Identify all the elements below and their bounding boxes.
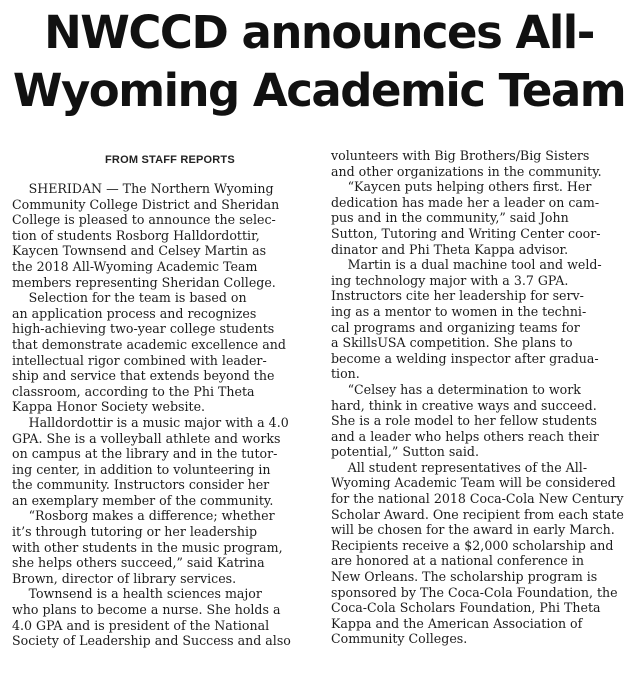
text-line: Society of Leadership and Success and also	[12, 633, 291, 649]
text-line: Kappa Honor Society website.	[12, 399, 206, 415]
text-line: ing center, in addition to volunteering in	[12, 461, 271, 477]
text-line: Brown, director of library services.	[12, 570, 237, 586]
text-line: College is pleased to announce the selec-	[12, 212, 276, 228]
text-line: Wyoming Academic Team will be considered	[331, 475, 616, 491]
text-line: Sutton, Tutoring and Writing Center coor-	[331, 225, 601, 241]
headline	[0, 4, 638, 120]
text-line: Townsend is a health sciences major	[12, 586, 262, 602]
text-line: Martin is a dual machine tool and weld-	[331, 257, 602, 273]
text-line: potential,” Sutton said.	[331, 444, 479, 460]
text-line: a SkillsUSA competition. She plans to	[331, 335, 573, 351]
text-line: Community College District and Sheridan	[12, 196, 280, 212]
text-line: GPA. She is a volleyball athlete and works	[12, 430, 281, 446]
text-line: who plans to become a nurse. She holds a	[12, 602, 281, 618]
text-line: Selection for the team is based on	[12, 290, 247, 306]
text-line: Halldordottir is a music major with a 4.0	[12, 414, 289, 430]
text-line: cal programs and organizing teams for	[331, 319, 580, 335]
text-line: it’s through tutoring or her leadership	[12, 524, 258, 540]
text-line: and a leader who helps others reach their	[331, 428, 599, 444]
text-line: the community. Instructors consider her	[12, 477, 270, 493]
text-line: Instructors cite her leadership for serv-	[331, 288, 584, 304]
text-line: with other students in the music program,	[12, 539, 283, 555]
text-line: intellectual rigor combined with leader-	[12, 352, 267, 368]
text-line: dedication has made her a leader on cam-	[331, 194, 600, 210]
headline-line-1: NWCCD announces All-	[44, 6, 594, 59]
text-line: classroom, according to the Phi Theta	[12, 383, 255, 399]
text-line: SHERIDAN — The Northern Wyoming	[12, 181, 274, 196]
text-line: for the national 2018 Coca-Cola New Century	[331, 491, 624, 507]
text-line: “Kaycen puts helping others first. Her	[331, 179, 592, 195]
text-line: “Celsey has a determination to work	[331, 381, 581, 397]
text-line: She is a role model to her fellow students	[331, 413, 597, 429]
text-line: will be chosen for the award in early March.	[331, 522, 615, 538]
text-line: 4.0 GPA and is president of the National	[12, 617, 270, 633]
text-line: All student representatives of the All-	[331, 459, 588, 475]
text-line: on campus at the library and in the tutor-	[12, 446, 278, 462]
text-line: and other organizations in the community.	[331, 163, 602, 179]
text-line: the 2018 All-Wyoming Academic Team	[12, 258, 258, 274]
text-line: Kaycen Townsend and Celsey Martin as	[12, 243, 267, 259]
text-line: Community Colleges.	[331, 631, 468, 647]
text-line: members representing Sheridan College.	[12, 274, 276, 290]
text-line: pus and in the community,” said John	[331, 210, 569, 226]
text-line: volunteers with Big Brothers/Big Sisters	[331, 148, 590, 163]
article-column-right	[331, 148, 631, 647]
text-line: are honored at a national conference in	[331, 553, 585, 569]
text-line: Recipients receive a $2,000 scholarship and	[331, 537, 614, 553]
text-line: hard, think in creative ways and succeed.	[331, 397, 597, 413]
text-line: tion.	[331, 366, 360, 382]
text-line: become a welding inspector after gradua-	[331, 350, 599, 366]
text-line: Coca-Cola Scholars Foundation, Phi Theta	[331, 600, 601, 616]
text-line: Kappa and the American Association of	[331, 615, 583, 631]
text-line: ship and service that extends beyond the	[12, 368, 275, 384]
headline-line-2: Wyoming Academic Team	[12, 64, 626, 117]
text-line: ing as a mentor to women in the techni-	[331, 303, 587, 319]
text-line: dinator and Phi Theta Kappa advisor.	[331, 241, 569, 257]
text-line: high-achieving two-year college students	[12, 321, 275, 337]
text-line: New Orleans. The scholarship program is	[331, 569, 598, 585]
text-line: ing technology major with a 3.7 GPA.	[331, 272, 569, 288]
text-line: that demonstrate academic excellence and	[12, 336, 286, 352]
text-line: Scholar Award. One recipient from each state	[331, 506, 624, 522]
text-line: an exemplary member of the community.	[12, 492, 274, 508]
text-line: she helps others succeed,” said Katrina	[12, 555, 265, 571]
byline: FROM STAFF REPORTS	[105, 154, 235, 166]
article-column-left	[12, 181, 312, 649]
text-line: tion of students Rosborg Halldordottir,	[12, 227, 260, 243]
text-line: an application process and recognizes	[12, 305, 257, 321]
text-line: “Rosborg makes a difference; whether	[12, 508, 275, 524]
text-line: sponsored by The Coca-Cola Foundation, the	[331, 584, 618, 600]
